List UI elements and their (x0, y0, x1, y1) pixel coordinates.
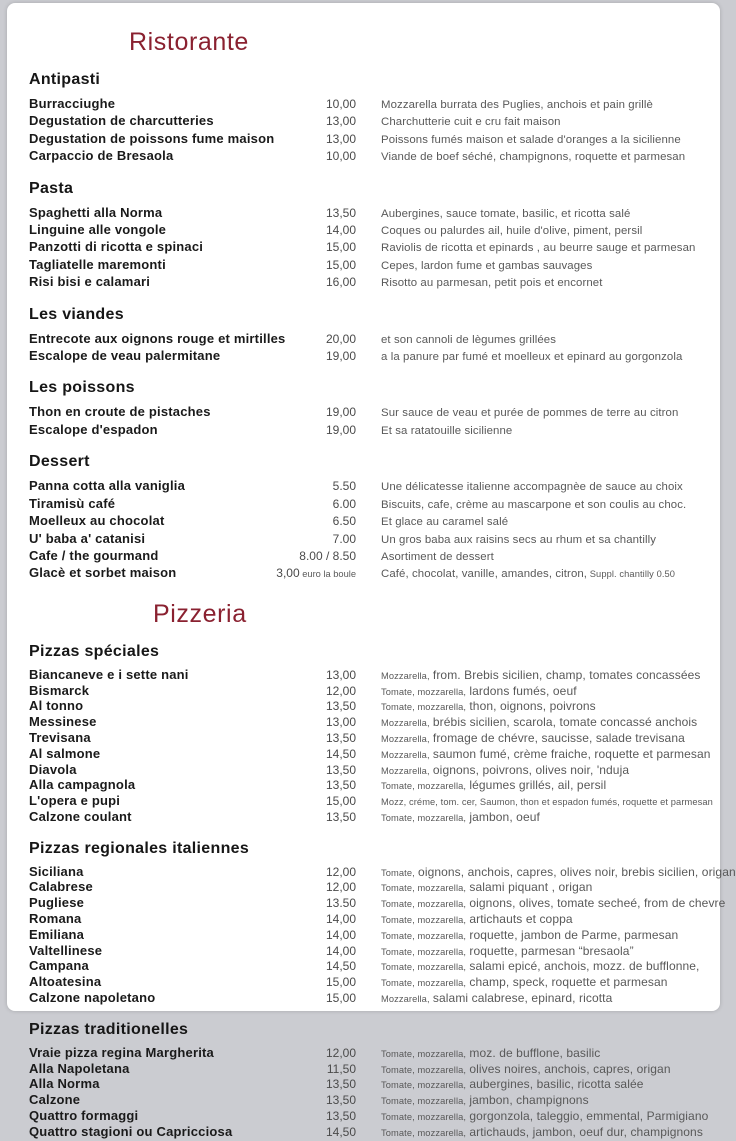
item-name: Calzone coulant (29, 808, 132, 824)
item-name: Campana (29, 958, 89, 974)
item-desc (381, 349, 706, 365)
menu-item-row (29, 1062, 706, 1078)
item-price: 12,00 (325, 864, 356, 879)
item-desc-main: Coques ou palurdes ail, huile d'olive, piment, persil (381, 225, 643, 238)
item-desc-main: Un gros baba aux raisins secs au rhum et sa chantilly (381, 533, 657, 546)
item-name: Carpaccio de Bresaola (29, 148, 174, 164)
item-desc-main: Mozzarella burrata des Puglies, anchois et pain grillè (381, 99, 653, 111)
item-name: Tiramisù café (29, 495, 116, 511)
section-rows (29, 1044, 709, 1141)
menu-item-row (29, 513, 706, 530)
item-desc-main: moz. de bufflone, basilic (469, 1045, 601, 1060)
item-name: Quattro formaggi (29, 1108, 139, 1124)
item-price: 15,00 (325, 975, 356, 990)
menu-item-row (29, 880, 706, 896)
item-desc-main: et son cannoli de lègumes grillées (381, 333, 556, 346)
item-desc-lead: Tomate, mozzarella, (381, 1080, 467, 1091)
item-price: 13,00 (325, 131, 356, 146)
item-name: Quattro stagioni ou Capricciosa (29, 1123, 233, 1139)
item-price: 13,50 (325, 730, 356, 745)
item-name: Pugliese (29, 895, 85, 911)
item-price: 8.00 / 8.50 (299, 548, 356, 563)
item-name: L'opera e pupi (29, 793, 121, 809)
item-desc (381, 566, 706, 582)
item-desc (381, 747, 711, 763)
item-desc (381, 684, 706, 700)
item-desc-main: from. Brebis sicilien, champ, tomates concassées (432, 667, 701, 682)
menu-item-row (29, 684, 706, 700)
item-desc (381, 896, 725, 912)
item-desc-main: oignons, poivrons, olives noir, 'nduja (432, 762, 630, 777)
item-price: 15,00 (325, 240, 356, 255)
item-name: Calzone (29, 1092, 81, 1108)
item-price: 13,00 (325, 114, 356, 129)
menu-item-row (29, 793, 713, 810)
item-desc-main: roquette, jambon de Parme, parmesan (469, 927, 679, 942)
item-price: 14,50 (325, 1124, 356, 1139)
item-desc (381, 1062, 706, 1078)
section-heading: Les viandes (29, 305, 124, 323)
item-name: Calzone napoletano (29, 990, 156, 1006)
menu-item-row (29, 274, 706, 291)
menu-item-row (29, 715, 706, 731)
item-price: 14,00 (325, 943, 356, 958)
item-name: Altoatesina (29, 974, 102, 990)
item-desc-main: salami piquant , origan (469, 880, 593, 895)
section-heading: Pizzas traditionelles (29, 1020, 189, 1038)
section-heading: Pasta (29, 179, 74, 197)
item-desc-suffix: Suppl. chantilly 0.50 (587, 569, 676, 580)
item-desc (381, 1093, 706, 1109)
item-desc-lead: Mozzarella, (381, 733, 430, 744)
item-price: 13,50 (325, 778, 356, 793)
item-name: Emiliana (29, 926, 85, 942)
menu-item-row (29, 668, 706, 684)
item-price: 13,50 (325, 1109, 356, 1124)
item-desc-main: saumon fumé, crème fraiche, roquette et parmesan (432, 746, 711, 761)
item-name: Spaghetti alla Norma (29, 204, 163, 220)
item-desc (381, 1046, 706, 1062)
item-desc-lead: Tomate, mozzarella, (381, 930, 467, 941)
item-desc-main: fromage de chévre, saucisse, salade trevisana (432, 730, 685, 745)
item-name: Cafe / the gourmand (29, 547, 159, 563)
item-desc-lead: Tomate, mozzarella, (381, 812, 467, 823)
menu-item-row (29, 96, 706, 113)
item-desc-lead: Tomate, mozzarella, (381, 1096, 467, 1107)
item-desc (381, 275, 706, 291)
menu-item-row (29, 1077, 706, 1093)
menu-item-row (29, 478, 706, 495)
item-desc (381, 668, 706, 684)
section-rows (29, 96, 706, 166)
menu-item-row (29, 404, 706, 421)
item-price: 13,00 (325, 715, 356, 730)
item-desc (381, 149, 706, 165)
item-price: 12,00 (325, 683, 356, 698)
item-price: 13,50 (325, 809, 356, 824)
item-desc (381, 423, 706, 439)
item-name: Burracciughe (29, 96, 116, 111)
item-desc (381, 975, 706, 991)
item-desc-main: Raviolis de ricotta et epinards , au beurre sauge et parmesan (381, 242, 696, 255)
item-desc-main: artichauts et coppa (469, 912, 573, 927)
item-price: 15,00 (325, 257, 356, 272)
menu-item-row (29, 699, 706, 715)
item-name: Alla campagnola (29, 777, 136, 793)
item-name: Diavola (29, 761, 77, 777)
item-name: Al salmone (29, 745, 101, 761)
item-desc (381, 699, 706, 715)
item-desc-lead: Tomate, (381, 867, 415, 878)
item-desc (381, 532, 706, 548)
item-price: 14,00 (325, 912, 356, 927)
item-desc-lead: Tomate, mozzarella, (381, 946, 467, 957)
pizzeria-sections (29, 642, 736, 1141)
item-desc-main: oignons, olives, tomate secheé, from de chevre (469, 896, 726, 911)
item-price: 14,00 (325, 927, 356, 942)
item-desc (381, 332, 706, 348)
item-desc-main: olives noires, anchois, capres, origan (469, 1061, 671, 1076)
item-desc-main: salami calabrese, epinard, ricotta (432, 991, 613, 1006)
menu-item-row (29, 1108, 709, 1125)
item-desc-main: salami epicé, anchois, mozz. de bufflonne, (469, 959, 700, 974)
item-desc (381, 1125, 706, 1141)
item-price: 13,50 (325, 205, 356, 220)
menu-item-row (29, 975, 706, 991)
item-desc (381, 928, 706, 944)
item-price: 13,50 (325, 762, 356, 777)
menu-item-row (29, 1093, 706, 1109)
item-price: 13,50 (325, 1077, 356, 1092)
item-name: Tagliatelle maremonti (29, 256, 166, 272)
item-price: 12,00 (325, 1045, 356, 1060)
menu-item-row (29, 912, 706, 928)
item-desc-main: Viande de boef séché, champignons, roquette et parmesan (381, 151, 686, 164)
item-price: 19,00 (325, 349, 356, 364)
item-price: 20,00 (325, 331, 356, 346)
item-desc-main: Café, chocolat, vanille, amandes, citron, (381, 568, 588, 581)
menu-item-row (29, 731, 706, 747)
item-desc-main: a la panure par fumé et moelleux et epinard au gorgonzola (381, 351, 683, 364)
item-desc-main: Et glace au caramel salé (381, 516, 509, 529)
menu-item-row (29, 1046, 706, 1062)
item-desc (381, 865, 736, 881)
item-desc-lead: Tomate, mozzarella, (381, 978, 467, 989)
item-desc-main: Sur sauce de veau et purée de pommes de terre au citron (381, 407, 679, 420)
item-desc-main: roquette, parmesan “bresaola” (469, 943, 634, 958)
item-desc-main: Aubergines, sauce tomate, basilic, et ricotta salé (381, 207, 631, 220)
menu-item-row (29, 331, 706, 348)
item-name: Linguine alle vongole (29, 222, 167, 238)
item-desc-lead: Tomate, mozzarella, (381, 702, 467, 713)
item-price: 3,00 euro la boule (276, 566, 356, 581)
item-name: U' baba a' catanisi (29, 530, 146, 546)
item-name: Vraie pizza regina Margherita (29, 1044, 214, 1060)
item-desc-lead: Mozzarella, (381, 749, 430, 760)
item-desc-lead: Mozzarella, (381, 670, 430, 681)
item-name: Degustation de charcutteries (29, 113, 214, 129)
item-desc (381, 1077, 706, 1093)
item-desc-main: Biscuits, cafe, crème au mascarpone et son coulis au choc. (381, 498, 687, 511)
item-desc (381, 258, 706, 274)
item-name: Panna cotta alla vaniglia (29, 478, 185, 494)
item-desc-lead: Mozzarella, (381, 994, 430, 1005)
item-desc (381, 880, 706, 896)
menu-item-row (29, 205, 706, 222)
item-desc (381, 778, 706, 794)
item-name: Thon en croute de pistaches (29, 404, 211, 420)
menu-item-row (29, 148, 706, 165)
item-price: 15,00 (325, 991, 356, 1006)
item-desc-main: jambon, champignons (469, 1093, 589, 1108)
item-desc (381, 810, 706, 826)
menu-item-row (29, 257, 706, 274)
item-price: 19,00 (325, 405, 356, 420)
section-rows (29, 666, 713, 826)
menu-item-row (29, 928, 706, 944)
menu-item-row (29, 895, 726, 912)
menu-item-row (29, 763, 706, 779)
menu-item-row (29, 944, 706, 960)
item-price: 15,00 (325, 794, 356, 809)
item-price: 16,00 (325, 275, 356, 290)
menu-page (7, 3, 736, 1139)
item-name: Valtellinese (29, 942, 103, 958)
item-desc-main: jambon, oeuf (469, 809, 540, 824)
menu-item-row (29, 991, 706, 1007)
item-desc-lead: Mozzarella, (381, 765, 430, 776)
section-rows (29, 331, 706, 366)
item-desc (381, 731, 706, 747)
item-desc-lead: Tomate, mozzarella, (381, 1064, 467, 1075)
item-name: Romana (29, 911, 82, 927)
item-desc (381, 405, 706, 421)
item-desc (381, 991, 706, 1007)
item-desc-lead: Tomate, mozzarella, (381, 883, 467, 894)
item-name: Alla Norma (29, 1076, 100, 1092)
item-name: Moelleux au chocolat (29, 513, 165, 529)
item-name: Siciliana (29, 863, 84, 879)
item-desc-main: aubergines, basilic, ricotta salée (469, 1077, 644, 1092)
item-desc-lead: Tomate, mozzarella, (381, 899, 467, 910)
section-rows (29, 404, 706, 439)
section-rows (29, 863, 736, 1007)
item-desc-main: artichauds, jambon, oeuf dur, champignons (469, 1124, 703, 1139)
item-desc (381, 715, 706, 731)
item-desc-lead: Tomate, mozzarella, (381, 1048, 467, 1059)
menu-item-row (29, 422, 706, 439)
item-name: Al tonno (29, 698, 84, 714)
item-desc-lead: Tomate, mozzarella, (381, 962, 467, 973)
menu-item-row (29, 239, 706, 256)
section-heading: Pizzas spéciales (29, 642, 160, 660)
menu-item-row (29, 496, 706, 513)
price-unit-label: euro la boule (299, 569, 356, 580)
item-name: Escalope d'espadon (29, 421, 158, 437)
item-name: Biancaneve e i sette nani (29, 666, 189, 682)
item-name: Escalope de veau palermitane (29, 348, 221, 364)
item-price: 13.50 (325, 896, 356, 911)
item-desc (381, 959, 706, 975)
item-name: Bismarck (29, 682, 90, 698)
item-name: Entrecote aux oignons rouge et mirtilles (29, 330, 286, 346)
item-desc-main: Cepes, lardon fume et gambas sauvages (381, 259, 593, 272)
item-desc-lead: Tomate, mozzarella, (381, 1112, 467, 1123)
menu-item-row (29, 531, 706, 548)
item-desc-lead: Mozz, créme, tom. cer, Saumon, thon et espadon fumés, roquette et parmesan (381, 797, 713, 808)
item-name: Messinese (29, 714, 97, 730)
menu-item-row (29, 565, 706, 582)
item-name: Glacè et sorbet maison (29, 565, 177, 581)
section-heading: Dessert (29, 453, 90, 471)
item-desc-main: thon, oignons, poivrons (469, 699, 596, 714)
item-desc-main: Poissons fumés maison et salade d'oranges a la sicilienne (381, 133, 681, 146)
item-price: 7.00 (332, 531, 356, 546)
section-heading: Antipasti (29, 71, 101, 88)
item-price: 11,50 (326, 1061, 356, 1076)
item-desc-main: Risotto au parmesan, petit pois et encornet (381, 277, 603, 290)
item-name: Panzotti di ricotta e spinaci (29, 239, 204, 255)
section-rows (29, 205, 706, 292)
item-desc-lead: Tomate, mozzarella, (381, 915, 467, 926)
item-name: Trevisana (29, 729, 91, 745)
item-desc (381, 1109, 708, 1125)
item-desc-lead: Tomate, mozzarella, (381, 686, 467, 697)
item-price: 13,50 (325, 699, 356, 714)
item-desc (381, 223, 706, 239)
menu-item-row (29, 113, 706, 130)
item-desc (381, 240, 706, 256)
item-desc (381, 497, 706, 513)
item-desc (381, 114, 706, 130)
item-desc-main: oignons, anchois, capres, olives noir, brebis sicilien, origan (418, 864, 736, 879)
item-desc-lead: Tomate, mozzarella, (381, 781, 467, 792)
section-rows (29, 478, 706, 582)
item-desc (381, 479, 706, 495)
item-desc-main: Une délicatesse italienne accompagnèe de sauce au choix (381, 481, 683, 494)
item-price: 19,00 (325, 422, 356, 437)
item-desc-main: lardons fumés, oeuf (469, 683, 577, 698)
item-desc (381, 206, 706, 222)
item-price: 13,00 (325, 667, 356, 682)
section-heading: Les poissons (29, 379, 135, 397)
item-price: 10,00 (325, 97, 356, 111)
menu-item-row (29, 810, 706, 826)
item-name: Alla Napoletana (29, 1060, 130, 1076)
item-price: 10,00 (325, 149, 356, 164)
item-desc-main: Et sa ratatouille sicilienne (381, 424, 513, 437)
menu-item-row (29, 778, 706, 794)
item-desc (381, 132, 706, 148)
item-price: 14,50 (325, 959, 356, 974)
item-price: 14,00 (325, 223, 356, 238)
item-desc-main: Asortiment de dessert (381, 550, 494, 563)
item-price: 14,50 (325, 746, 356, 761)
menu-item-row (29, 745, 711, 763)
menu-item-row (29, 222, 706, 239)
menu-item-row (29, 348, 706, 365)
item-name: Calabrese (29, 879, 93, 895)
item-desc-lead: Tomate, mozzarella, (381, 1127, 467, 1138)
item-desc-main: champ, speck, roquette et parmesan (469, 975, 668, 990)
section-heading: Pizzas regionales italiennes (29, 839, 250, 857)
item-price: 5.50 (332, 479, 356, 494)
item-desc (381, 97, 706, 113)
menu-item-row (29, 1125, 706, 1141)
item-name: Degustation de poissons fume maison (29, 130, 275, 146)
item-desc-lead: Mozzarella, (381, 718, 430, 729)
item-desc-main: Charchutterie cuit e cru fait maison (381, 116, 561, 129)
menu-item-row (29, 131, 706, 148)
item-desc (381, 763, 706, 779)
menu-item-row (29, 863, 736, 881)
item-desc (381, 795, 713, 810)
item-desc (381, 912, 706, 928)
item-desc (381, 944, 706, 960)
menu-item-row (29, 959, 706, 975)
item-price: 13,50 (325, 1093, 356, 1108)
ristorante-title: Ristorante (129, 28, 249, 56)
item-desc (381, 514, 706, 530)
item-desc-main: gorgonzola, taleggio, emmental, Parmigiano (469, 1109, 709, 1124)
menu-item-row (29, 548, 706, 565)
item-price: 6.00 (332, 496, 356, 511)
item-price: 12,00 (325, 880, 356, 895)
item-desc-main: brébis sicilien, scarola, tomate concassé anchois (432, 715, 698, 730)
ristorante-sections (29, 70, 706, 583)
pizzeria-title: Pizzeria (153, 599, 247, 628)
item-desc (381, 549, 706, 565)
item-name: Risi bisi e calamari (29, 274, 151, 290)
item-price: 6.50 (332, 514, 356, 529)
item-desc-main: légumes grillés, ail, persil (469, 778, 607, 793)
